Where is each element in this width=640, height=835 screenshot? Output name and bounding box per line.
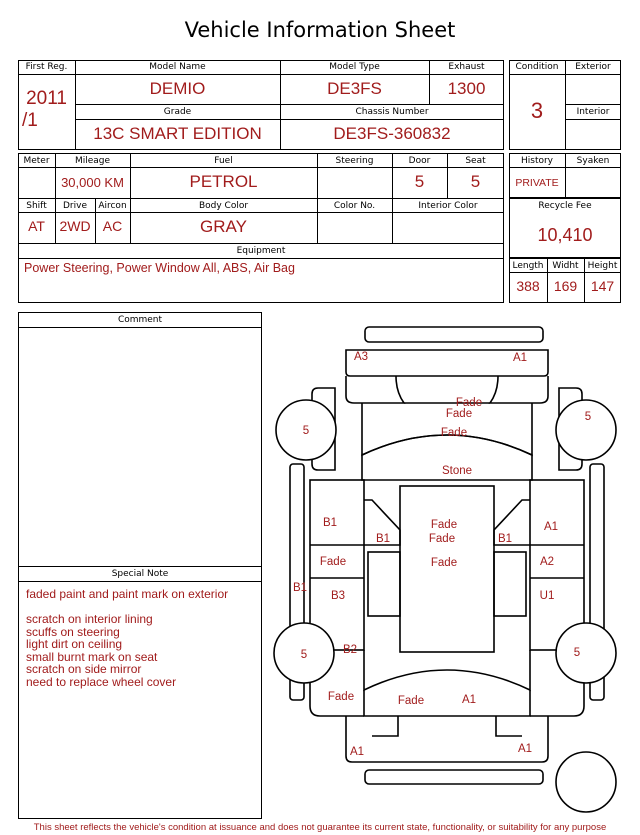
- equipment-label: Equipment: [236, 246, 286, 256]
- special-note-item: light dirt on ceiling: [26, 637, 123, 651]
- length-label: Length: [512, 261, 544, 271]
- fuel-value: PETROL: [189, 172, 258, 191]
- mark-tire-rear-right: 5: [573, 647, 581, 659]
- exhaust-value: 1300: [447, 79, 486, 98]
- special-notes-list: [26, 588, 258, 688]
- exhaust-label: Exhaust: [448, 62, 485, 72]
- mark-left-quarter: B2: [342, 644, 358, 656]
- width-label: Widht: [552, 261, 579, 271]
- mark-tire-rear-left: 5: [300, 649, 308, 661]
- length-value: 388: [516, 278, 540, 294]
- tire-front-right-icon: [556, 400, 616, 460]
- first-reg-month: /1: [22, 110, 38, 131]
- grade-label: Grade: [163, 107, 192, 117]
- mark-right-mirror: B1: [497, 533, 513, 545]
- mark-right-front-door: A2: [539, 556, 555, 568]
- model-type-label: Model Type: [329, 62, 380, 72]
- drive-value: 2WD: [59, 218, 91, 234]
- seat-value: 5: [470, 172, 481, 191]
- height-label: Height: [587, 261, 618, 271]
- mark-trunk-2: A1: [461, 694, 477, 706]
- shift-label: Shift: [26, 201, 47, 211]
- fuel-label: Fuel: [214, 156, 233, 166]
- mark-tire-front-right: 5: [584, 411, 592, 423]
- condition-label: Condition: [515, 62, 559, 72]
- body-color-label: Body Color: [198, 201, 249, 211]
- mark-left-rear-corner: Fade: [327, 691, 355, 703]
- exterior-label: Exterior: [575, 62, 611, 72]
- mileage-value: 30,000 KM: [61, 175, 124, 190]
- door-label: Door: [408, 156, 431, 166]
- page-title: Vehicle Information Sheet: [184, 18, 456, 42]
- first-reg-label: First Reg.: [25, 62, 68, 72]
- aircon-label: Aircon: [98, 201, 127, 211]
- history-value: PRIVATE: [515, 177, 559, 189]
- aircon-value: AC: [102, 218, 123, 234]
- mark-right-fender: A1: [543, 521, 559, 533]
- mark-left-fender: B1: [322, 517, 338, 529]
- mark-left-rocker: B1: [292, 582, 308, 594]
- model-name-value: DEMIO: [149, 79, 206, 98]
- recycle-fee-label: Recycle Fee: [538, 201, 592, 211]
- mark-a1-front-right: A1: [512, 352, 528, 364]
- model-name-label: Model Name: [149, 62, 206, 72]
- special-note-item: small burnt mark on seat: [26, 649, 158, 664]
- interior-color-label: Interior Color: [418, 201, 478, 211]
- mark-roof-2: Fade: [428, 533, 456, 545]
- grade-value: 13C SMART EDITION: [93, 124, 262, 143]
- meter-label: Meter: [23, 156, 50, 166]
- seat-label: Seat: [465, 156, 486, 166]
- recycle-fee-value: 10,410: [537, 225, 593, 245]
- first-reg-year: 2011: [26, 88, 67, 109]
- mark-rear-bumper-left: A1: [349, 746, 365, 758]
- width-value: 169: [553, 278, 578, 294]
- special-note-label: Special Note: [111, 569, 169, 579]
- mark-trunk-1: Fade: [397, 695, 425, 707]
- mileage-label: Mileage: [74, 156, 111, 166]
- mark-hood-2: Fade: [445, 408, 473, 420]
- chassis-number-value: DE3FS-360832: [333, 124, 451, 143]
- steering-label: Steering: [335, 156, 374, 166]
- mark-windshield: Stone: [441, 465, 473, 477]
- tire-rear-right-icon: [556, 623, 616, 683]
- mark-roof-3: Fade: [430, 557, 458, 569]
- height-value: 147: [590, 278, 615, 294]
- interior-label: Interior: [576, 107, 610, 117]
- mark-left-front-door: Fade: [319, 556, 347, 568]
- chassis-number-label: Chassis Number: [355, 107, 429, 117]
- mark-left-mirror: B1: [375, 533, 391, 545]
- mark-roof-1: Fade: [430, 519, 458, 531]
- special-note-item: scuffs on steering: [26, 624, 120, 639]
- door-value: 5: [414, 172, 425, 191]
- condition-value: 3: [530, 98, 544, 123]
- color-no-label: Color No.: [333, 201, 376, 211]
- mark-left-rear-door: B3: [330, 590, 346, 602]
- mark-hood-1: Fade: [455, 397, 483, 409]
- mark-right-rear-door: U1: [539, 590, 555, 602]
- comment-label: Comment: [117, 315, 163, 325]
- spare-tire-icon: [556, 752, 616, 812]
- body-color-value: GRAY: [200, 217, 247, 236]
- special-note-item: scratch on side mirror: [26, 662, 142, 676]
- drive-label: Drive: [63, 201, 87, 211]
- mark-a3-front-left: A3: [353, 351, 369, 363]
- mark-tire-front-left: 5: [302, 425, 310, 437]
- special-note-item: faded paint and paint mark on exterior: [26, 587, 229, 601]
- syaken-label: Syaken: [576, 156, 610, 166]
- model-type-value: DE3FS: [327, 79, 382, 98]
- shift-value: AT: [28, 218, 45, 234]
- history-label: History: [520, 156, 554, 166]
- mark-hood-3: Fade: [440, 427, 468, 439]
- equipment-value: Power Steering, Power Window All, ABS, Air Bag: [24, 261, 295, 275]
- vehicle-damage-diagram: [270, 318, 630, 818]
- special-note-item: scratch on interior lining: [26, 612, 153, 626]
- special-note-item: need to replace wheel cover: [26, 674, 177, 689]
- mark-rear-bumper-right: A1: [517, 743, 533, 755]
- disclaimer-footer: This sheet reflects the vehicle's condition at issuance and does not guarantee its current state, functionality, or suitability for any purpose: [33, 822, 607, 833]
